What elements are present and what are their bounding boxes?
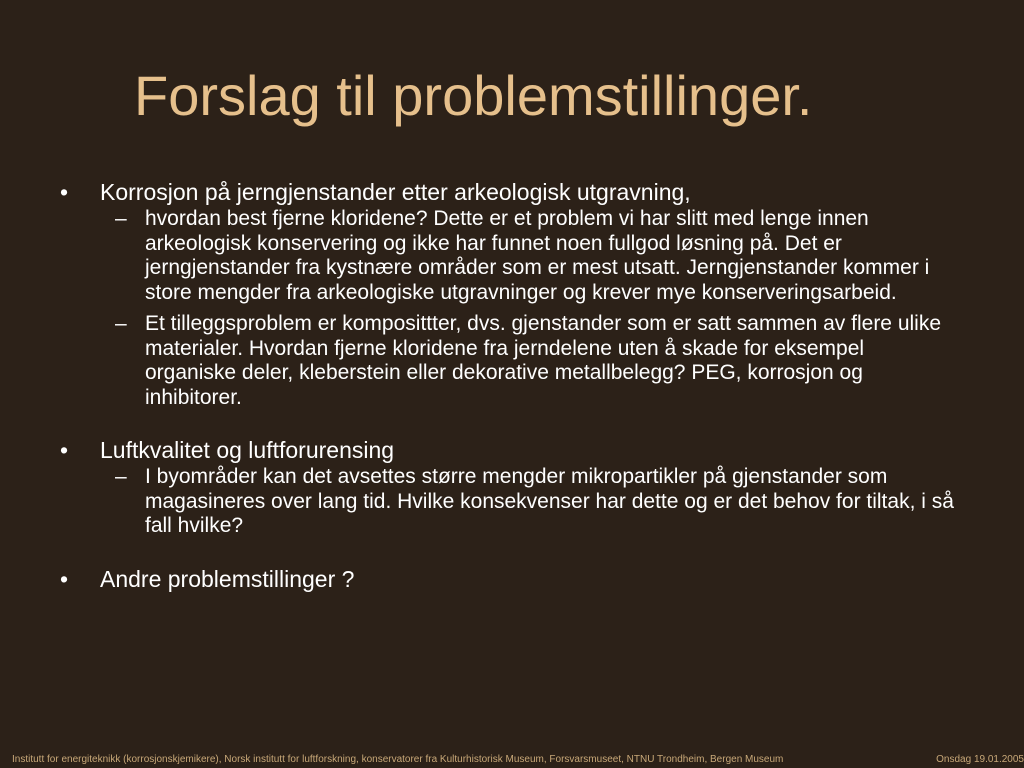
- footer-date: Onsdag 19.01.2005: [936, 754, 1024, 765]
- bullet-item: [0, 178, 1024, 206]
- sub-item-text: hvordan best fjerne kloridene? Dette er et problem vi har slitt med lenge innen arkeologisk konservering og ikke har funnet noen fullgod løsning på. Det er jerngjenstander fra kystnære områder som er mest utsatt. Jerngjenstander kommer i store mengder fra arkeologiske utgravninger og krever mye konserveringsarbeid.: [145, 207, 930, 304]
- bullet-text: Luftkvalitet og luftforurensing: [100, 437, 395, 463]
- dash-marker: –: [115, 312, 127, 335]
- bullet-marker: •: [60, 437, 69, 463]
- footer-credits: Institutt for energiteknikk (korrosjonskjemikere), Norsk institutt for luftforskning, konservatorer fra Kulturhistorisk Museum, Forsvarsmuseet, NTNU Trondheim, Bergen Museum: [12, 754, 784, 765]
- bullet-item: [0, 565, 1024, 593]
- dash-marker: –: [115, 465, 127, 488]
- slide-title: Forslag til problemstillinger.: [134, 64, 813, 127]
- slide-content: [0, 178, 1024, 593]
- dash-marker: –: [115, 207, 127, 230]
- sub-item: [0, 465, 960, 539]
- bullet-item: [0, 436, 1024, 464]
- sub-item: [0, 207, 960, 305]
- bullet-marker: •: [60, 179, 69, 205]
- sub-item: [0, 312, 960, 410]
- sub-item-text: Et tilleggsproblem er komposittter, dvs. gjenstander som er satt sammen av flere ulike materialer. Hvordan fjerne kloridene fra jerndelene uten å skade for eksempel organiske deler, kleberstein eller dekorative metallbelegg? PEG, korrosjon og inhibitorer.: [145, 312, 942, 409]
- bullet-text: Andre problemstillinger ?: [100, 565, 355, 592]
- slide-footer: [0, 752, 1024, 768]
- bullet-text: Korrosjon på jerngjenstander etter arkeologisk utgravning,: [100, 179, 691, 205]
- sub-list: [0, 465, 1024, 539]
- sub-list: [0, 207, 1024, 410]
- sub-item-text: I byområder kan det avsettes større mengder mikropartikler på gjenstander som magasineres over lang tid. Hvilke konsekvenser har dette og er det behov for tiltak, i så fall hvilke?: [145, 465, 954, 537]
- bullet-marker: •: [60, 565, 69, 592]
